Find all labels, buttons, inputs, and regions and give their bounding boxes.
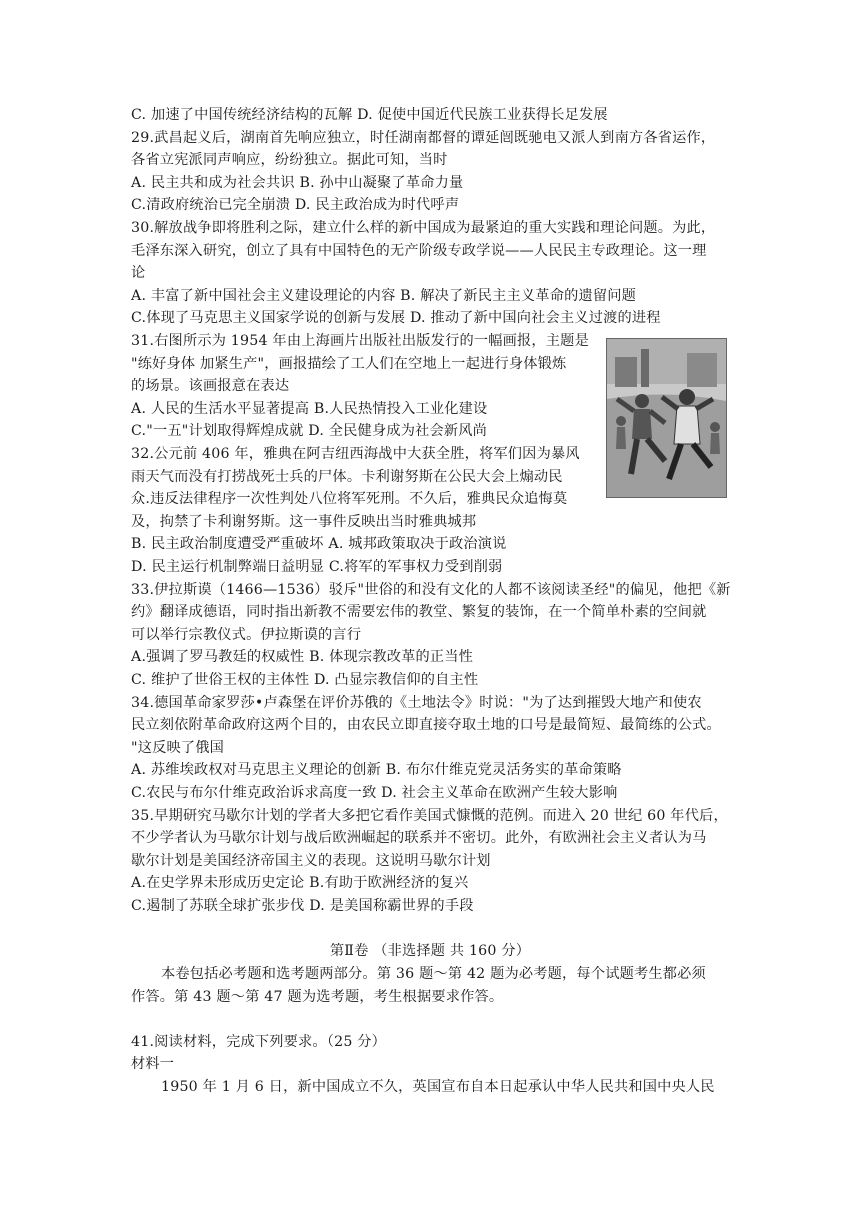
q29-option-cd: C.清政府统治已完全崩溃 D. 民主政治成为时代呼声	[131, 197, 460, 213]
q30-option-ab: A. 丰富了新中国社会主义建设理论的内容 B. 解决了新民主主义革命的遗留问题	[131, 288, 637, 304]
q30-stem-line-1: 30.解放战争即将胜利之际，建立什么样的新中国成为最紧迫的重大实践和理论问题。为此，	[131, 220, 716, 236]
q35-stem-line-2: 不少学者认为马歇尔计划与战后欧洲崛起的联系并不密切。此外，有欧洲社会主义者认为马	[131, 830, 707, 846]
section-2-title: 第Ⅱ卷 （非选择题 共 160 分）	[329, 943, 531, 959]
q33-option-ab: A.强调了罗马教廷的权威性 B. 体现宗教改革的正当性	[131, 649, 474, 665]
q31-stem-line-2: "练好身体 加紧生产"，画报描绘了工人们在空地上一起进行身体锻炼	[131, 356, 567, 372]
q32-stem-line-4: 及，拘禁了卡利谢努斯。这一事件反映出当时雅典城邦	[131, 514, 477, 530]
q41-material-label: 材料一	[131, 1056, 175, 1072]
q33-stem-line-3: 可以举行宗教仪式。伊拉斯谟的言行	[131, 627, 362, 643]
q35-stem-line-1: 35.早期研究马歇尔计划的学者大多把它看作美国式慷慨的范例。而进入 20 世纪 60 年代后，	[131, 808, 728, 824]
q31-option-ab: A. 人民的生活水平显著提高 B.人民热情投入工业化建设	[131, 401, 488, 417]
q30-stem-line-2: 毛泽东深入研究，创立了具有中国特色的无产阶级专政学说——人民民主专政理论。这一理	[131, 243, 707, 259]
q34-stem-line-1: 34.德国革命家罗莎•卢森堡在评价苏俄的《土地法令》时说："为了达到摧毁大地产和使农	[131, 695, 702, 711]
q32-stem-line-3: 众.违反法律程序一次性判处八位将军死刑。不久后，雅典民众追悔莫	[131, 491, 568, 507]
q34-option-ab: A. 苏维埃政权对马克思主义理论的创新 B. 布尔什维克党灵活务实的革命策略	[131, 762, 622, 778]
q31-stem-line-3: 的场景。该画报意在表达	[131, 378, 290, 394]
poster-illustration	[607, 339, 726, 497]
q31-stem-line-1: 31.右图所示为 1954 年由上海画片出版社出版发行的一幅画报，主题是	[131, 333, 589, 349]
q35-stem-line-3: 歇尔计划是美国经济帝国主义的表现。这说明马歇尔计划	[131, 853, 491, 869]
q32-stem-line-2: 雨天气而没有打捞战死士兵的尸体。卡利谢努斯在公民大会上煽动民	[131, 469, 563, 485]
q30-stem-line-3: 论	[131, 265, 146, 281]
q41-material-text: 1950 年 1 月 6 日，新中国成立不久，英国宣布自本日起承认中华人民共和国中央人民	[161, 1079, 715, 1095]
q32-option-ba: B. 民主政治制度遭受严重破坏 A. 城邦政策取决于政治演说	[131, 536, 507, 552]
q41-title: 41.阅读材料，完成下列要求。（25 分）	[131, 1034, 387, 1050]
poster-image	[606, 338, 727, 498]
q33-option-cd: C. 维护了世俗王权的主体性 D. 凸显宗教信仰的自主性	[131, 672, 479, 688]
section-2-intro-line-2: 作答。第 43 题～第 47 题为选考题，考生根据要求作答。	[131, 989, 504, 1005]
q30-option-cd: C.体现了马克思主义国家学说的创新与发展 D. 推动了新中国向社会主义过渡的进程	[131, 310, 661, 326]
q29-stem-line-2: 各省立宪派同声响应，纷纷独立。据此可知，当时	[131, 152, 448, 168]
q34-stem-line-3: "这反映了俄国	[131, 740, 225, 756]
q34-option-cd: C.农民与布尔什维克政治诉求高度一致 D. 社会主义革命在欧洲产生较大影响	[131, 785, 618, 801]
q34-stem-line-2: 民立刻依附革命政府这两个目的，由农民立即直接夺取土地的口号是最简短、最简练的公式。	[131, 717, 721, 733]
q29-option-ab: A. 民主共和成为社会共识 B. 孙中山凝聚了革命力量	[131, 175, 464, 191]
q32-option-dc: D. 民主运行机制弊端日益明显 C.将军的军事权力受到削弱	[131, 559, 503, 575]
q28-option-cd: C. 加速了中国传统经济结构的瓦解 D. 促使中国近代民族工业获得长足发展	[131, 107, 608, 123]
q35-option-ab: A.在史学界未形成历史定论 B.有助于欧洲经济的复兴	[131, 875, 469, 891]
q33-stem-line-1: 33.伊拉斯谟（1466—1536）驳斥"世俗的和没有文化的人都不该阅读圣经"的偏见，他把《新	[131, 582, 731, 598]
section-2-intro-line-1: 本卷包括必考题和选考题两部分。第 36 题～第 42 题为必考题，每个试题考生都必须	[161, 966, 706, 982]
q33-stem-line-2: 约》翻译成德语，同时指出新教不需要宏伟的教堂、繁复的装饰，在一个简单朴素的空间就	[131, 604, 707, 620]
q31-option-cd: C."一五"计划取得辉煌成就 D. 全民健身成为社会新风尚	[131, 423, 488, 439]
q35-option-cd: C.遏制了苏联全球扩张步伐 D. 是美国称霸世界的手段	[131, 898, 474, 914]
q32-stem-line-1: 32.公元前 406 年，雅典在阿吉纽西海战中大获全胜，将军们因为暴风	[131, 446, 580, 462]
q29-stem-line-1: 29.武昌起义后，湖南首先响应独立，时任湖南都督的谭延闿既驰电又派人到南方各省运作，	[131, 130, 716, 146]
